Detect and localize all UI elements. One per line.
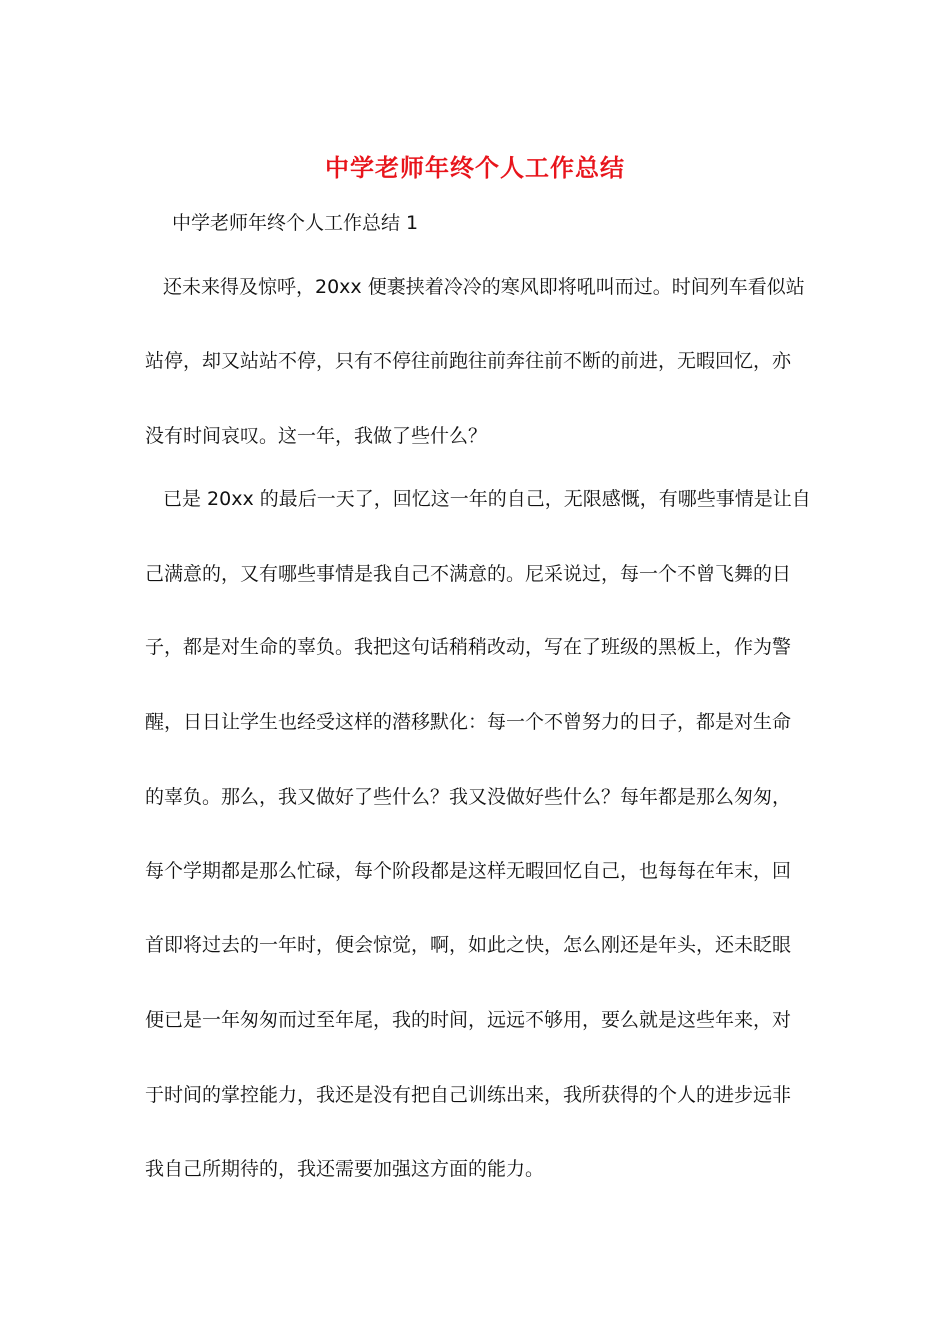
section-heading: 中学老师年终个人工作总结 1	[172, 212, 419, 234]
paragraph-2-line-4: 醒，日日让学生也经受这样的潜移默化：每一个不曾努力的日子，都是对生命	[145, 711, 792, 733]
paragraph-1-line-2: 站停，却又站站不停，只有不停往前跑往前奔往前不断的前进，无暇回忆，亦	[145, 350, 792, 372]
document-title: 中学老师年终个人工作总结	[325, 153, 625, 182]
paragraph-2-line-2: 己满意的，又有哪些事情是我自己不满意的。尼采说过，每一个不曾飞舞的日	[145, 563, 792, 585]
paragraph-2-line-3: 子，都是对生命的辜负。我把这句话稍稍改动，写在了班级的黑板上，作为警	[145, 636, 792, 658]
paragraph-2-line-7: 首即将过去的一年时，便会惊觉，啊，如此之快，怎么刚还是年头，还未眨眼	[145, 934, 792, 956]
paragraph-2-line-9: 于时间的掌控能力，我还是没有把自己训练出来，我所获得的个人的进步远非	[145, 1084, 792, 1106]
paragraph-1-line-3: 没有时间哀叹。这一年，我做了些什么？	[145, 425, 488, 447]
paragraph-2-line-6: 每个学期都是那么忙碌，每个阶段都是这样无暇回忆自己，也每每在年末，回	[145, 860, 792, 882]
paragraph-2-line-10: 我自己所期待的，我还需要加强这方面的能力。	[145, 1158, 545, 1180]
paragraph-2-line-8: 便已是一年匆匆而过至年尾，我的时间，远远不够用，要么就是这些年来，对	[145, 1009, 792, 1031]
paragraph-2-line-5: 的辜负。那么，我又做好了些什么？我又没做好些什么？每年都是那么匆匆，	[145, 786, 792, 808]
paragraph-2-line-1: 已是 20xx 的最后一天了，回忆这一年的自己，无限感慨，有哪些事情是让自	[163, 488, 811, 510]
paragraph-1-line-1: 还未来得及惊呼，20xx 便裹挟着冷冷的寒风即将吼叫而过。时间列车看似站	[163, 276, 805, 298]
